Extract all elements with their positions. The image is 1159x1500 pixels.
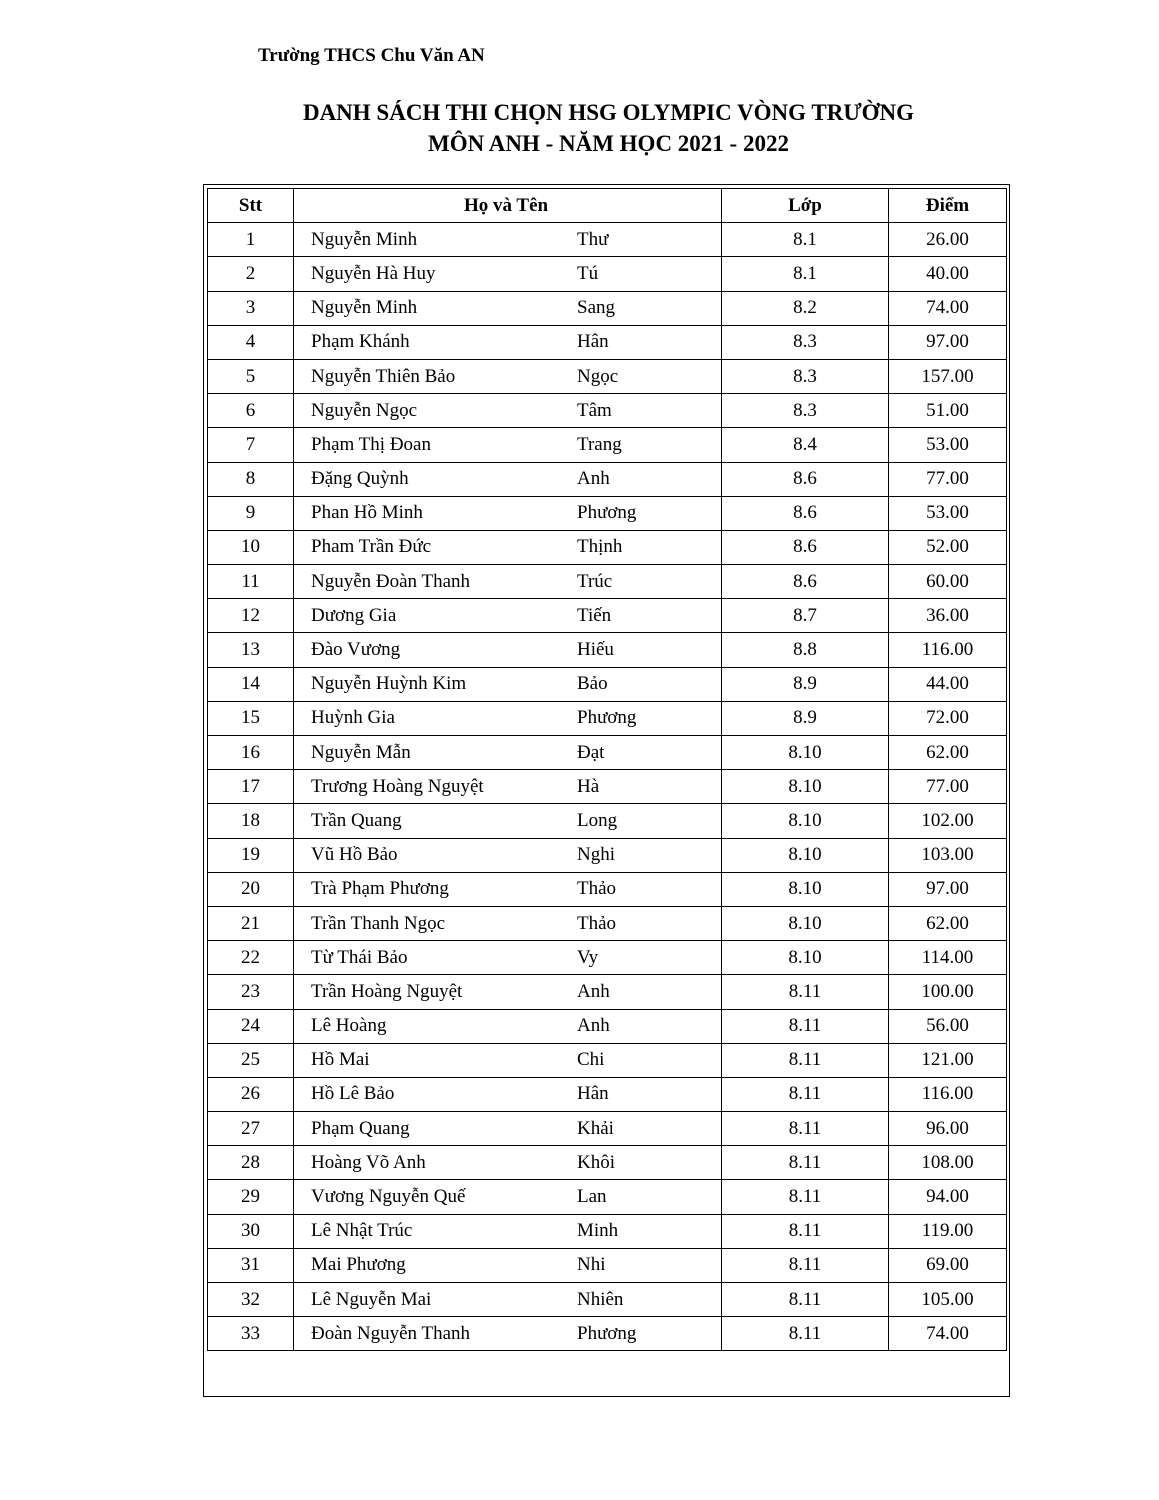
row-score: 53.00 [889, 496, 1007, 530]
row-stt: 12 [208, 599, 294, 633]
row-first-name: Thảo [577, 878, 617, 900]
row-stt: 21 [208, 906, 294, 940]
row-class: 8.11 [722, 1214, 889, 1248]
row-stt: 28 [208, 1146, 294, 1180]
table-row [208, 1180, 1007, 1214]
row-first-name: Nghi [577, 844, 615, 866]
row-last-name: Lê Nhật Trúc [311, 1220, 413, 1242]
table-row [208, 1283, 1007, 1317]
row-score: 97.00 [889, 872, 1007, 906]
table-row [208, 770, 1007, 804]
table-row [208, 1248, 1007, 1282]
row-name [294, 1009, 722, 1043]
row-class: 8.11 [722, 1317, 889, 1351]
table-row [208, 325, 1007, 359]
row-last-name: Mai Phương [311, 1254, 406, 1276]
row-last-name: Hồ Mai [311, 1049, 370, 1071]
row-first-name: Phương [577, 707, 637, 729]
table-row [208, 599, 1007, 633]
row-last-name: Đào Vương [311, 639, 401, 661]
row-class: 8.9 [722, 701, 889, 735]
table-row [208, 1009, 1007, 1043]
row-first-name: Phương [577, 1322, 637, 1344]
row-stt: 33 [208, 1317, 294, 1351]
row-stt: 7 [208, 428, 294, 462]
row-score: 105.00 [889, 1283, 1007, 1317]
row-last-name: Nguyễn Huỳnh Kim [311, 673, 467, 695]
row-name [294, 257, 722, 291]
row-last-name: Huỳnh Gia [311, 707, 395, 729]
row-score: 74.00 [889, 1317, 1007, 1351]
row-class: 8.11 [722, 1009, 889, 1043]
row-stt: 3 [208, 291, 294, 325]
row-class: 8.3 [722, 325, 889, 359]
row-last-name: Nguyễn Minh [311, 297, 418, 319]
header-score: Điểm [889, 189, 1007, 223]
row-first-name: Lan [577, 1186, 607, 1208]
row-last-name: Nguyễn Minh [311, 228, 418, 250]
row-class: 8.6 [722, 565, 889, 599]
row-class: 8.3 [722, 394, 889, 428]
row-stt: 29 [208, 1180, 294, 1214]
row-last-name: Dương Gia [311, 604, 397, 626]
row-first-name: Trúc [577, 570, 613, 592]
row-first-name: Thịnh [577, 536, 623, 558]
document-title-line2: MÔN ANH - NĂM HỌC 2021 - 2022 [428, 131, 789, 156]
row-name [294, 1180, 722, 1214]
row-name [294, 223, 722, 257]
row-first-name: Tâm [577, 399, 612, 421]
row-stt: 24 [208, 1009, 294, 1043]
row-last-name: Đặng Quỳnh [311, 468, 409, 490]
row-name [294, 359, 722, 393]
row-score: 97.00 [889, 325, 1007, 359]
row-stt: 13 [208, 633, 294, 667]
table-row [208, 667, 1007, 701]
row-class: 8.7 [722, 599, 889, 633]
row-class: 8.10 [722, 736, 889, 770]
row-last-name: Lê Hoàng [311, 1015, 387, 1037]
row-score: 74.00 [889, 291, 1007, 325]
student-table [207, 188, 1007, 1351]
row-score: 108.00 [889, 1146, 1007, 1180]
row-class: 8.11 [722, 1283, 889, 1317]
row-name [294, 804, 722, 838]
row-last-name: Trần Quang [311, 809, 402, 831]
row-score: 62.00 [889, 736, 1007, 770]
row-first-name: Nhiên [577, 1288, 624, 1310]
row-stt: 10 [208, 530, 294, 564]
row-stt: 11 [208, 565, 294, 599]
row-first-name: Sang [577, 297, 615, 319]
table-row [208, 428, 1007, 462]
table-row [208, 736, 1007, 770]
row-score: 69.00 [889, 1248, 1007, 1282]
row-class: 8.11 [722, 1043, 889, 1077]
row-class: 8.10 [722, 838, 889, 872]
row-score: 116.00 [889, 633, 1007, 667]
table-row [208, 462, 1007, 496]
row-first-name: Anh [577, 980, 610, 1002]
row-first-name: Anh [577, 1015, 610, 1037]
table-row [208, 1112, 1007, 1146]
row-name [294, 462, 722, 496]
row-score: 36.00 [889, 599, 1007, 633]
table-row [208, 530, 1007, 564]
row-first-name: Đạt [577, 741, 605, 763]
row-class: 8.1 [722, 223, 889, 257]
row-last-name: Phạm Quang [311, 1117, 410, 1139]
row-class: 8.10 [722, 906, 889, 940]
row-name [294, 975, 722, 1009]
row-last-name: Lê Nguyễn Mai [311, 1288, 432, 1310]
row-score: 56.00 [889, 1009, 1007, 1043]
row-last-name: Trà Phạm Phương [311, 878, 449, 900]
table-row [208, 1043, 1007, 1077]
table-header-row [208, 189, 1007, 223]
row-name [294, 599, 722, 633]
table-row [208, 359, 1007, 393]
document-title-line1: DANH SÁCH THI CHỌN HSG OLYMPIC VÒNG TRƯỜNG [302, 100, 915, 125]
row-first-name: Hà [577, 775, 600, 797]
row-name [294, 428, 722, 462]
row-score: 96.00 [889, 1112, 1007, 1146]
row-last-name: Pham Trần Đức [311, 536, 432, 558]
row-name [294, 838, 722, 872]
row-stt: 2 [208, 257, 294, 291]
row-last-name: Nguyễn Mẫn [311, 741, 411, 763]
row-class: 8.11 [722, 1248, 889, 1282]
row-stt: 30 [208, 1214, 294, 1248]
row-last-name: Đoàn Nguyễn Thanh [311, 1322, 471, 1344]
row-score: 102.00 [889, 804, 1007, 838]
row-name [294, 1214, 722, 1248]
header-name: Họ và Tên [294, 189, 722, 223]
row-first-name: Thảo [577, 912, 617, 934]
row-first-name: Hân [577, 331, 609, 353]
table-row [208, 906, 1007, 940]
row-stt: 6 [208, 394, 294, 428]
row-name [294, 1317, 722, 1351]
row-class: 8.6 [722, 530, 889, 564]
row-last-name: Từ Thái Bảo [311, 946, 408, 968]
table-row [208, 394, 1007, 428]
table-row [208, 941, 1007, 975]
row-last-name: Nguyễn Đoàn Thanh [311, 570, 471, 592]
row-score: 77.00 [889, 462, 1007, 496]
row-stt: 23 [208, 975, 294, 1009]
row-name [294, 770, 722, 804]
row-stt: 19 [208, 838, 294, 872]
row-first-name: Nhi [577, 1254, 606, 1276]
row-stt: 17 [208, 770, 294, 804]
row-class: 8.10 [722, 941, 889, 975]
row-name [294, 291, 722, 325]
row-score: 44.00 [889, 667, 1007, 701]
row-name [294, 1077, 722, 1111]
row-first-name: Tú [577, 262, 599, 284]
table-row [208, 257, 1007, 291]
row-score: 52.00 [889, 530, 1007, 564]
row-name [294, 667, 722, 701]
row-stt: 4 [208, 325, 294, 359]
row-score: 26.00 [889, 223, 1007, 257]
row-stt: 9 [208, 496, 294, 530]
row-last-name: Phan Hồ Minh [311, 502, 423, 524]
row-first-name: Chi [577, 1049, 605, 1071]
row-first-name: Bảo [577, 673, 608, 695]
row-class: 8.11 [722, 1077, 889, 1111]
table-row [208, 496, 1007, 530]
table-row [208, 872, 1007, 906]
row-first-name: Minh [577, 1220, 619, 1242]
table-row [208, 975, 1007, 1009]
row-first-name: Thư [577, 228, 609, 250]
row-class: 8.1 [722, 257, 889, 291]
row-name [294, 1248, 722, 1282]
table-body [208, 223, 1007, 1351]
row-name [294, 701, 722, 735]
row-class: 8.10 [722, 804, 889, 838]
row-name [294, 941, 722, 975]
row-stt: 25 [208, 1043, 294, 1077]
row-last-name: Phạm Thị Đoan [311, 433, 431, 455]
row-score: 157.00 [889, 359, 1007, 393]
row-first-name: Vy [577, 946, 599, 968]
row-last-name: Nguyễn Thiên Bảo [311, 365, 456, 387]
row-class: 8.4 [722, 428, 889, 462]
row-class: 8.11 [722, 1146, 889, 1180]
row-score: 94.00 [889, 1180, 1007, 1214]
row-first-name: Long [577, 809, 618, 831]
row-class: 8.8 [722, 633, 889, 667]
row-first-name: Phương [577, 502, 637, 524]
school-name: Trường THCS Chu Văn AN [258, 45, 485, 66]
table-row [208, 838, 1007, 872]
header-class: Lớp [722, 189, 889, 223]
row-name [294, 1146, 722, 1180]
row-stt: 5 [208, 359, 294, 393]
row-first-name: Trang [577, 433, 622, 455]
row-class: 8.6 [722, 462, 889, 496]
row-first-name: Ngọc [577, 365, 619, 387]
row-stt: 8 [208, 462, 294, 496]
row-name [294, 325, 722, 359]
table-row [208, 804, 1007, 838]
row-last-name: Phạm Khánh [311, 331, 410, 353]
row-name [294, 736, 722, 770]
table-row [208, 565, 1007, 599]
row-stt: 26 [208, 1077, 294, 1111]
row-class: 8.11 [722, 1112, 889, 1146]
row-class: 8.3 [722, 359, 889, 393]
row-name [294, 1112, 722, 1146]
row-first-name: Khôi [577, 1151, 615, 1173]
row-first-name: Anh [577, 468, 610, 490]
row-stt: 31 [208, 1248, 294, 1282]
row-name [294, 394, 722, 428]
row-stt: 20 [208, 872, 294, 906]
row-last-name: Trương Hoàng Nguyệt [311, 775, 484, 797]
row-name [294, 530, 722, 564]
row-score: 40.00 [889, 257, 1007, 291]
row-class: 8.2 [722, 291, 889, 325]
row-class: 8.10 [722, 872, 889, 906]
row-last-name: Trần Hoàng Nguyệt [311, 980, 463, 1002]
row-score: 72.00 [889, 701, 1007, 735]
row-score: 103.00 [889, 838, 1007, 872]
row-score: 116.00 [889, 1077, 1007, 1111]
row-class: 8.9 [722, 667, 889, 701]
row-last-name: Trần Thanh Ngọc [311, 912, 446, 934]
row-stt: 22 [208, 941, 294, 975]
row-last-name: Hồ Lê Bảo [311, 1083, 395, 1105]
row-first-name: Hân [577, 1083, 609, 1105]
row-name [294, 1043, 722, 1077]
row-name [294, 633, 722, 667]
row-stt: 32 [208, 1283, 294, 1317]
table-row [208, 223, 1007, 257]
row-last-name: Vũ Hồ Bảo [311, 844, 398, 866]
row-last-name: Hoàng Võ Anh [311, 1151, 426, 1173]
row-score: 51.00 [889, 394, 1007, 428]
row-score: 100.00 [889, 975, 1007, 1009]
row-name [294, 906, 722, 940]
row-name [294, 1283, 722, 1317]
row-stt: 1 [208, 223, 294, 257]
student-table-frame [203, 184, 1010, 1397]
row-name [294, 496, 722, 530]
header-stt: Stt [208, 189, 294, 223]
table-row [208, 701, 1007, 735]
row-score: 62.00 [889, 906, 1007, 940]
row-last-name: Nguyễn Hà Huy [311, 262, 436, 284]
row-score: 60.00 [889, 565, 1007, 599]
table-row [208, 1214, 1007, 1248]
row-stt: 27 [208, 1112, 294, 1146]
row-score: 114.00 [889, 941, 1007, 975]
row-class: 8.6 [722, 496, 889, 530]
row-first-name: Hiếu [577, 639, 614, 661]
row-name [294, 872, 722, 906]
row-class: 8.11 [722, 1180, 889, 1214]
row-last-name: Vương Nguyễn Quế [311, 1186, 466, 1208]
row-class: 8.10 [722, 770, 889, 804]
row-score: 53.00 [889, 428, 1007, 462]
row-stt: 16 [208, 736, 294, 770]
row-name [294, 565, 722, 599]
row-score: 77.00 [889, 770, 1007, 804]
row-score: 121.00 [889, 1043, 1007, 1077]
table-row [208, 1317, 1007, 1351]
table-row [208, 1146, 1007, 1180]
table-row [208, 633, 1007, 667]
row-stt: 14 [208, 667, 294, 701]
row-first-name: Khải [577, 1117, 614, 1139]
row-stt: 18 [208, 804, 294, 838]
row-class: 8.11 [722, 975, 889, 1009]
row-first-name: Tiến [577, 604, 612, 626]
table-row [208, 1077, 1007, 1111]
row-score: 119.00 [889, 1214, 1007, 1248]
row-stt: 15 [208, 701, 294, 735]
row-last-name: Nguyễn Ngọc [311, 399, 418, 421]
table-row [208, 291, 1007, 325]
